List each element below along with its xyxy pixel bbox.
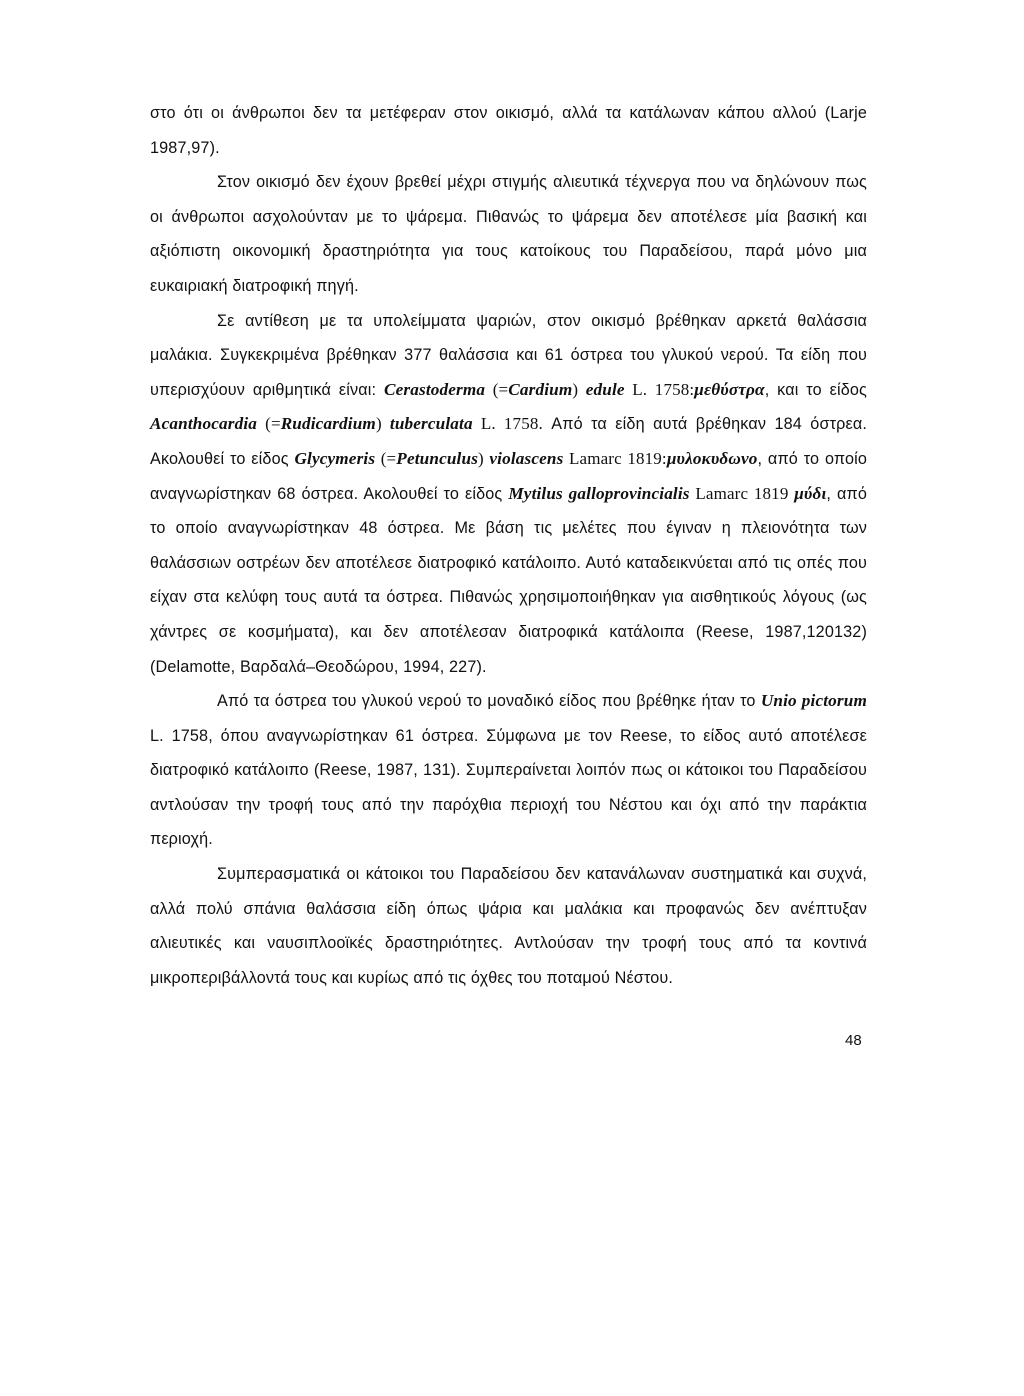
text-run: Συμπερασματικά οι κάτοικοι του Παραδείσου δεν κατανάλωναν συστηματικά και συχνά, αλλά πολύ σπάνια θαλάσσια είδη όπως ψάρια και μαλάκια και προφανώς δεν ανέπτυξαν αλιευτικές και ναυσιπλοοϊκές δραστηριότητες. Αντλούσαν την τροφή τους από τα κοντινά μικροπεριβάλλοντά τους και κυρίως από τις όχθες του ποταμού Νέστου. bbox=[150, 865, 867, 987]
species-name: Mytilus galloprovincialis bbox=[508, 483, 690, 503]
common-name: μύδι bbox=[794, 483, 827, 503]
paragraph-5 bbox=[150, 857, 867, 995]
text-run: Στον οικισμό δεν έχουν βρεθεί μέχρι στιγμής αλιευτικά τέχνεργα που να δηλώνουν πως οι άνθρωποι ασχολούνταν με το ψάρεμα. Πιθανώς το ψάρεμα δεν αποτέλεσε μία βασική και αξιόπιστη οικονομική δραστηριότητα για τους κατοίκους του Παραδείσου, παρά μόνο μια ευκαιριακή διατροφική πηγή. bbox=[150, 173, 867, 295]
text-run: (= bbox=[375, 448, 397, 468]
paragraph-1 bbox=[150, 96, 867, 165]
species-name: Petunculus bbox=[396, 448, 479, 468]
text-run: Lamarc 1819 bbox=[689, 483, 795, 503]
text-run: (= bbox=[485, 379, 509, 399]
text-run: L. 1758, όπου αναγνωρίστηκαν 61 όστρεα. Σύμφωνα με τον Reese, το είδος αυτό αποτέλεσε διατροφικό κατάλοιπο (Reese, 1987, 131). Συμπεραίνεται λοιπόν πως οι κάτοικοι του Παραδείσου αντλούσαν την τροφή τους από την παρόχθια περιοχή του Νέστου και όχι από την παράκτια περιοχή. bbox=[150, 726, 867, 849]
text-run: (= bbox=[257, 414, 281, 434]
text-run: , και το είδος bbox=[764, 380, 867, 399]
species-name: Unio pictorum bbox=[760, 691, 867, 711]
text-run: , από το οποίο αναγνωρίστηκαν 48 όστρεα. Με βάση τις μελέτες που έγιναν η πλειονότητα των θαλάσσιων οστρέων δεν αποτέλεσε διατροφικό κατάλοιπο. Αυτό καταδεικνύεται από τις οπές που είχαν στα κελύφη τους αυτά τα όστρεα. Πιθανώς χρησιμοποιήθηκαν για αισθητικούς λόγους (ως χάντρες σε κοσμήματα), και δεν αποτέλεσαν διατροφικά κατάλοιπα (Reese, 1987,120132) (Delamotte, Βαρδαλά–Θεοδώρου, 1994, 227). bbox=[150, 484, 867, 676]
common-name: μεθύστρα bbox=[694, 379, 765, 399]
paragraph-3 bbox=[150, 304, 867, 685]
species-name: Glycymeris bbox=[294, 448, 376, 468]
text-run: , από το οποίο αναγνωρίστηκαν 68 όστρεα. Ακολουθεί το είδος bbox=[150, 449, 868, 503]
species-name: edule bbox=[585, 379, 625, 399]
species-name: Cardium bbox=[508, 379, 573, 399]
species-name: Cerastoderma bbox=[384, 379, 486, 399]
text-run: Lamarc 1819: bbox=[563, 448, 667, 468]
text-run: L. 1758. bbox=[472, 414, 543, 434]
paragraph-2 bbox=[150, 165, 867, 303]
text-run: στο ότι οι άνθρωποι δεν τα μετέφεραν στον οικισμό, αλλά τα κατάλωναν κάπου αλλού (Larje 1987,97). bbox=[150, 104, 867, 157]
text-run: Σε αντίθεση με τα υπολείμματα ψαριών, στον οικισμό βρέθηκαν αρκετά θαλάσσια μαλάκια. Συγκεκριμένα βρέθηκαν 377 θαλάσσια και 61 όστρεα του γλυκού νερού. Τα είδη που υπερισχύουν αριθμητικά είναι: bbox=[150, 311, 867, 399]
species-name: violascens bbox=[489, 448, 564, 468]
paragraph-4 bbox=[150, 684, 867, 857]
text-run: ) bbox=[572, 379, 586, 399]
text-run: L. 1758: bbox=[624, 379, 695, 399]
common-name: μυλοκυδωνο bbox=[666, 448, 758, 468]
species-name: Rudicardium bbox=[280, 414, 376, 434]
page-number: 48 bbox=[845, 1032, 862, 1049]
text-run: ) bbox=[375, 414, 390, 434]
text-run: Από τα είδη αυτά βρέθηκαν 184 όστρεα. Ακολουθεί το είδος bbox=[150, 415, 868, 468]
species-name: tuberculata bbox=[389, 414, 473, 434]
document-body bbox=[150, 96, 867, 995]
text-run: ) bbox=[478, 448, 490, 468]
species-name: Acanthocardia bbox=[150, 414, 257, 434]
text-run: Από τα όστρεα του γλυκού νερού το μοναδικό είδος που βρέθηκε ήταν το bbox=[217, 692, 761, 711]
